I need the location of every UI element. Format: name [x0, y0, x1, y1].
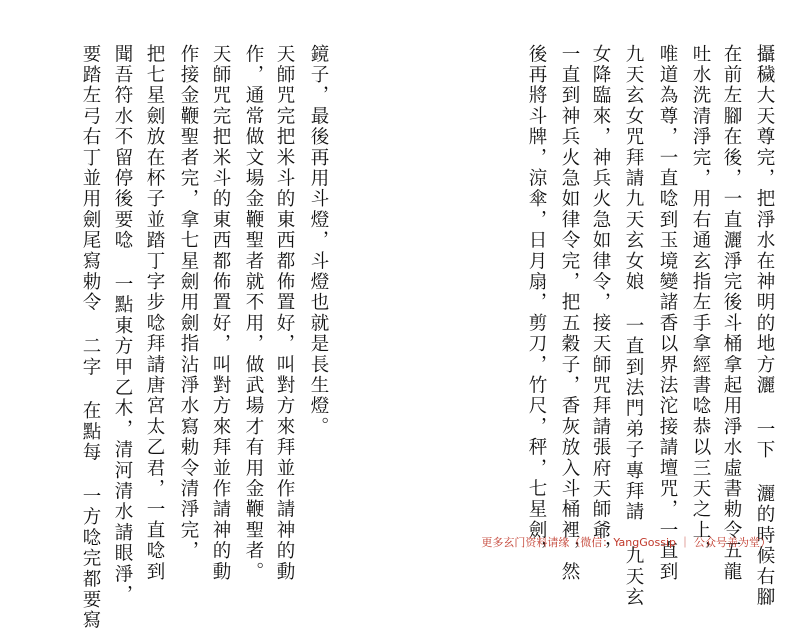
right-text-column-8: 後再將斗牌，涼傘，日月扇，剪刀，竹尺，秤，七星劍， [526, 44, 547, 562]
right-text-column-5: 九天玄女咒拜請九天玄女娘 一直到法門弟子專拜請 九天玄 [623, 44, 644, 608]
right-text-column-4: 唯道為尊，一直唸到玉境變諸香以界法沱接請壇咒，一直到 [657, 44, 678, 583]
left-text-column-6: 把七星劍放在杯子並踏丁字步唸拜請唐宮太乙君，一直唸到 [144, 44, 165, 583]
left-text-column-5: 作接金鞭聖者完，拿七星劍用劍指沾淨水寫勅令清淨完， [178, 44, 199, 562]
left-text-column-8: 要踏左弓右丁並用劍尾寫勅令 二字 在點每 一方唸完都要寫 [80, 44, 101, 631]
right-text-column-3: 吐水洗清淨完，用右通玄指左手拿經書唸恭以三天之上， [690, 44, 711, 562]
left-text-column-7: 聞吾符水不留停後要唸 一點東方甲乙木，清河清水請眼淨， [112, 44, 133, 606]
left-text-column-3: 作，通常做文場金鞭聖者就不用，做武場才有用金鞭聖者。 [243, 44, 264, 583]
right-text-column-2: 在前左腳在後，一直灑淨完後斗桶拿起用淨水虛書勅令五龍 [721, 44, 742, 583]
right-page [396, 0, 793, 608]
right-text-column-1: 攝穢大天尊完，把淨水在神明的地方灑 一下 灑的時候右腳 [754, 44, 775, 608]
left-page [0, 0, 396, 631]
left-text-column-4: 天師咒完把米斗的東西都佈置好，叫對方來拜並作請神的動 [210, 44, 231, 583]
left-text-column-2: 天師咒完把米斗的東西都佈置好，叫對方來拜並作請神的動 [274, 44, 295, 583]
footer-watermark: 更多玄门资料请缘（微信：YangGossip ｜ 公众号善为堂） [481, 536, 771, 549]
left-text-column-1: 鏡子，最後再用斗燈，斗燈也就是長生燈。 [308, 44, 329, 438]
right-text-column-6: 女降臨來，神兵火急如律令，接天師咒拜請張府天師爺， [590, 44, 611, 562]
right-text-column-7: 一直到神兵火急如律令完，把五穀子，香灰放入斗桶裡，然 [559, 44, 580, 583]
